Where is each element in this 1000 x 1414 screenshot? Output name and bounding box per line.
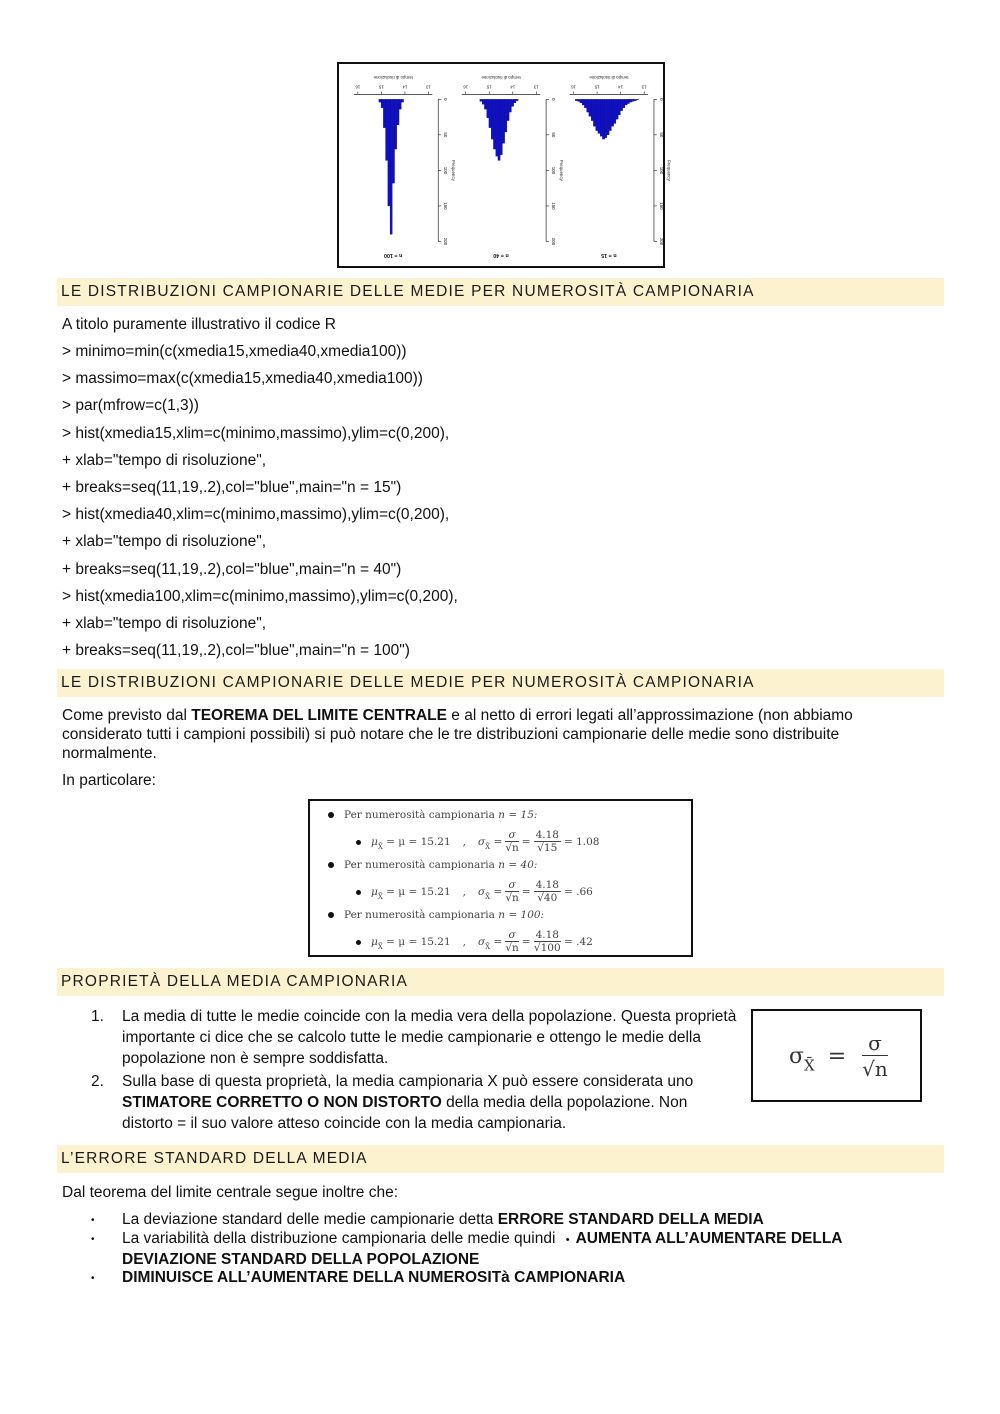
bullet-dot bbox=[356, 940, 361, 945]
histogram-bar bbox=[496, 99, 498, 156]
formula-result: = .42 bbox=[563, 936, 593, 948]
formula-n: n = 40: bbox=[498, 859, 538, 871]
histogram-bar bbox=[489, 99, 491, 127]
tlc-paragraph bbox=[62, 706, 932, 763]
x-tick-label: 13 bbox=[641, 84, 647, 90]
histogram-bar bbox=[598, 99, 600, 133]
histogram-bar bbox=[484, 99, 486, 109]
code-intro: A titolo puramente illustrativo il codice R bbox=[62, 316, 336, 333]
mu-eq: = μ = 15.21 bbox=[386, 836, 451, 848]
sigma-eq: = bbox=[493, 936, 503, 948]
histogram-bar bbox=[507, 99, 509, 120]
histogram-bar bbox=[627, 99, 629, 103]
histogram-bar bbox=[634, 99, 636, 100]
mu-symbol: μ bbox=[371, 936, 378, 948]
x-tick-label: 15 bbox=[378, 84, 384, 90]
formula-box bbox=[308, 799, 693, 957]
formula-result: = 1.08 bbox=[563, 836, 600, 848]
eq2: = bbox=[521, 936, 531, 948]
histogram-bar bbox=[609, 99, 611, 130]
bullet-3: • bbox=[91, 1273, 95, 1284]
code-line: > par(mfrow=c(1,3)) bbox=[62, 397, 199, 415]
y-axis-label: Frequency bbox=[558, 159, 564, 181]
histogram-bar bbox=[587, 99, 589, 112]
frac1-num: σ bbox=[505, 829, 518, 842]
y-tick-label: 150 bbox=[658, 202, 664, 210]
formula-item-equation bbox=[356, 829, 599, 855]
sigma-symbol: σ bbox=[478, 886, 486, 898]
histogram-bar bbox=[500, 99, 502, 154]
histogram-bar bbox=[383, 99, 385, 127]
mu-sub: X̄ bbox=[377, 893, 383, 901]
histogram-bar bbox=[502, 99, 504, 143]
y-tick-label: 200 bbox=[658, 237, 664, 246]
frac2-den: √40 bbox=[537, 892, 558, 904]
x-tick-label: 15 bbox=[486, 84, 492, 90]
tlc-bold: TEOREMA DEL LIMITE CENTRALE bbox=[191, 707, 447, 724]
x-tick-label: 15 bbox=[594, 84, 600, 90]
b1-bold: ERRORE STANDARD DELLA MEDIA bbox=[497, 1211, 764, 1228]
histogram-bar bbox=[593, 99, 595, 126]
histogram-bar bbox=[381, 99, 383, 108]
section-header-distribuzioni-2: LE DISTRIBUZIONI CAMPIONARIE DELLE MEDIE PER NUMEROSITÀ CAMPIONARIA bbox=[57, 669, 944, 697]
histogram-bar bbox=[632, 99, 634, 101]
formula-n: n = 100: bbox=[498, 909, 545, 921]
histogram-bar bbox=[629, 99, 631, 102]
errore-bullet-3 bbox=[122, 1268, 922, 1287]
frac2-den: √15 bbox=[537, 842, 558, 854]
histogram-bar bbox=[493, 99, 495, 149]
sigma-den: √n bbox=[862, 1057, 888, 1081]
b1-pre: La deviazione standard delle medie campionarie detta bbox=[122, 1211, 498, 1228]
sigma-sub: X̄ bbox=[804, 1056, 815, 1075]
y-tick-label: 0 bbox=[443, 98, 449, 101]
formula-label: Per numerosità campionaria bbox=[344, 859, 495, 871]
sigma-sub: X̄ bbox=[485, 843, 491, 851]
section-header-proprieta: PROPRIETÀ DELLA MEDIA CAMPIONARIA bbox=[57, 968, 944, 996]
formula-result: = .66 bbox=[563, 886, 593, 898]
histogram-bar bbox=[578, 99, 580, 101]
item2-bold: STIMATORE CORRETTO O NON DISTORTO bbox=[122, 1094, 442, 1111]
histogram-bar bbox=[616, 99, 618, 119]
separator: , bbox=[462, 886, 466, 898]
formula-item-equation bbox=[356, 879, 593, 905]
formula-item-equation bbox=[356, 929, 593, 955]
y-tick-label: 50 bbox=[658, 132, 664, 138]
b2-mark: • bbox=[565, 1234, 570, 1246]
sigma-sub: X̄ bbox=[485, 943, 491, 951]
y-axis-label: Frequency bbox=[666, 159, 672, 181]
sigma-eq: = bbox=[493, 836, 503, 848]
list-number-1: 1. bbox=[91, 1008, 104, 1025]
histogram-title: n = 15 bbox=[601, 252, 617, 259]
bullet-dot bbox=[356, 840, 361, 845]
x-tick-label: 16 bbox=[355, 84, 361, 90]
code-line: > hist(xmedia40,xlim=c(minimo,massimo),ylim=c(0,200), bbox=[62, 506, 450, 524]
histogram-bar bbox=[388, 99, 390, 206]
b2-bold: AUMENTA ALL’AUMENTARE DELLA DEVIAZIONE STANDARD DELLA POPOLAZIONE bbox=[122, 1230, 842, 1268]
sigma-formula-box bbox=[751, 1009, 922, 1102]
frac2-num: 4.18 bbox=[535, 829, 559, 841]
histogram-bar bbox=[636, 99, 638, 100]
code-line: > massimo=max(c(xmedia15,xmedia40,xmedia100)) bbox=[62, 370, 423, 388]
histogram-bar bbox=[386, 99, 388, 160]
x-axis-label: tempo di risoluzione bbox=[373, 74, 413, 80]
sigma-symbol: σ bbox=[478, 936, 486, 948]
histogram-bar bbox=[602, 99, 604, 139]
histogram-title: n = 40 bbox=[493, 252, 509, 259]
histogram-bar bbox=[625, 99, 627, 105]
x-tick-label: 16 bbox=[571, 84, 577, 90]
histogram-bar bbox=[516, 99, 518, 100]
formula-n: n = 15: bbox=[498, 809, 538, 821]
histogram-figure bbox=[337, 62, 672, 268]
x-axis-label: tempo di risoluzione bbox=[481, 74, 521, 80]
code-line: + xlab="tempo di risoluzione", bbox=[62, 533, 267, 551]
code-line: + breaks=seq(11,19,.2),col="blue",main="n = 100") bbox=[62, 642, 410, 660]
histogram-bar bbox=[487, 99, 489, 117]
histogram-bar bbox=[505, 99, 507, 132]
eq2: = bbox=[521, 836, 531, 848]
sigma-sub: X̄ bbox=[485, 893, 491, 901]
y-tick-label: 200 bbox=[550, 237, 556, 246]
mu-eq: = μ = 15.21 bbox=[386, 886, 451, 898]
frac1-num: σ bbox=[505, 879, 518, 892]
histogram-bar bbox=[611, 99, 613, 126]
histogram-bar bbox=[591, 99, 593, 120]
histogram-bar bbox=[607, 99, 609, 135]
histogram-bar bbox=[580, 99, 582, 103]
code-line: + breaks=seq(11,19,.2),col="blue",main="n = 15") bbox=[62, 479, 402, 496]
y-tick-label: 50 bbox=[550, 132, 556, 138]
x-tick-label: 13 bbox=[425, 84, 431, 90]
code-line: + xlab="tempo di risoluzione", bbox=[62, 451, 267, 469]
histogram-panel-n40 bbox=[462, 75, 564, 258]
frac2-num: 4.18 bbox=[535, 879, 559, 891]
sigma-symbol: σ bbox=[478, 836, 486, 848]
frac1-den: √n bbox=[505, 942, 519, 954]
y-tick-label: 150 bbox=[443, 202, 449, 210]
tlc-pre: Come previsto dal bbox=[62, 707, 192, 724]
y-tick-label: 200 bbox=[443, 237, 449, 246]
histogram-bar bbox=[482, 99, 484, 104]
histogram-bar bbox=[589, 99, 591, 116]
frac1-num: σ bbox=[505, 929, 518, 942]
histogram-bar bbox=[623, 99, 625, 108]
bullet-dot bbox=[328, 912, 334, 918]
histogram-svg bbox=[339, 64, 672, 266]
y-axis-label: Frequency bbox=[450, 159, 456, 181]
frac1-den: √n bbox=[505, 842, 519, 854]
histogram-bar bbox=[605, 99, 607, 137]
bullet-dot bbox=[356, 890, 361, 895]
histogram-bar bbox=[498, 99, 500, 160]
code-line: > hist(xmedia15,xlim=c(minimo,massimo),ylim=c(0,200), bbox=[62, 424, 450, 442]
sigma-eq: = bbox=[827, 1044, 847, 1069]
bullet-dot bbox=[328, 812, 334, 818]
errore-bullet-1 bbox=[122, 1210, 922, 1229]
frac1-den: √n bbox=[505, 892, 519, 904]
mu-sub: X̄ bbox=[377, 843, 383, 851]
histogram-bar bbox=[514, 99, 516, 103]
histogram-bar bbox=[582, 99, 584, 105]
list-number-2: 2. bbox=[91, 1073, 104, 1090]
histogram-bar bbox=[392, 99, 394, 183]
histogram-bar bbox=[575, 99, 577, 100]
histogram-bar bbox=[596, 99, 598, 130]
section-header-distribuzioni-1: LE DISTRIBUZIONI CAMPIONARIE DELLE MEDIE PER NUMEROSITÀ CAMPIONARIA bbox=[57, 278, 944, 306]
histogram-title: n = 100 bbox=[383, 252, 403, 259]
proprieta-item-2 bbox=[122, 1071, 742, 1134]
formula-item-label bbox=[328, 809, 537, 821]
b2-pre: La variabilità della distribuzione campionaria delle medie quindi bbox=[122, 1230, 560, 1247]
item2-pre: Sulla base di questa proprietà, la media campionaria X può essere considerata uno bbox=[122, 1073, 694, 1090]
histogram-bar bbox=[399, 99, 401, 109]
errore-intro: Dal teorema del limite centrale segue inoltre che: bbox=[62, 1184, 399, 1201]
x-tick-label: 14 bbox=[510, 84, 516, 90]
x-tick-label: 14 bbox=[618, 84, 624, 90]
formula-item-label bbox=[328, 859, 537, 871]
errore-bullet-2 bbox=[122, 1229, 922, 1269]
frac2-den: √100 bbox=[533, 942, 561, 954]
y-tick-label: 50 bbox=[443, 132, 449, 138]
code-line: > hist(xmedia100,xlim=c(minimo,massimo),ylim=c(0,200), bbox=[62, 587, 458, 605]
eq2: = bbox=[521, 886, 531, 898]
formula-label: Per numerosità campionaria bbox=[344, 909, 495, 921]
histogram-bar bbox=[395, 99, 397, 149]
sigma-lhs: σ bbox=[789, 1044, 805, 1069]
histogram-panel-n15 bbox=[570, 75, 672, 258]
b3-bold: DIMINUISCE ALL’AUMENTARE DELLA NUMEROSITà CAMPIONARIA bbox=[122, 1269, 626, 1286]
separator: , bbox=[462, 936, 466, 948]
x-tick-label: 13 bbox=[533, 84, 539, 90]
histogram-bar bbox=[509, 99, 511, 112]
y-tick-label: 0 bbox=[550, 98, 556, 101]
histogram-bar bbox=[620, 99, 622, 110]
histogram-bar bbox=[584, 99, 586, 108]
x-tick-label: 16 bbox=[463, 84, 469, 90]
bullet-1: • bbox=[91, 1215, 95, 1226]
section-header-errore-standard: L’ERRORE STANDARD DELLA MEDIA bbox=[57, 1145, 944, 1173]
mu-sub: X̄ bbox=[377, 943, 383, 951]
histogram-bar bbox=[379, 99, 381, 102]
histogram-bar bbox=[618, 99, 620, 115]
histogram-bar bbox=[401, 99, 403, 102]
mu-eq: = μ = 15.21 bbox=[386, 936, 451, 948]
y-tick-label: 150 bbox=[550, 202, 556, 210]
histogram-bar bbox=[480, 99, 482, 101]
histogram-bar bbox=[600, 99, 602, 136]
formula-label: Per numerosità campionaria bbox=[344, 809, 495, 821]
in-particolare: In particolare: bbox=[62, 772, 156, 789]
histogram-bar bbox=[491, 99, 493, 139]
sigma-eq: = bbox=[493, 886, 503, 898]
y-tick-label: 100 bbox=[443, 166, 449, 175]
item2-post: della media della popolazione. Non distorto = il suo valore atteso coincide con la media campionaria. bbox=[122, 1094, 688, 1132]
bullet-2: • bbox=[91, 1234, 95, 1245]
formula-item-label bbox=[328, 909, 544, 921]
sigma-num: σ bbox=[862, 1031, 888, 1056]
frac2-num: 4.18 bbox=[535, 929, 559, 941]
code-line: + xlab="tempo di risoluzione", bbox=[62, 615, 267, 632]
mu-symbol: μ bbox=[371, 886, 378, 898]
code-line: > minimo=min(c(xmedia15,xmedia40,xmedia100)) bbox=[62, 343, 407, 360]
code-line: + breaks=seq(11,19,.2),col="blue",main="n = 40") bbox=[62, 560, 402, 578]
y-tick-label: 100 bbox=[550, 166, 556, 175]
tlc-post: e al netto di errori legati all’approssimazione (non abbiamo considerato tutti i campioni possibili) si può notare che le tre distribuzioni campionarie delle medie sono distribuite normalmente. bbox=[62, 707, 853, 762]
mu-symbol: μ bbox=[371, 836, 378, 848]
histogram-bar bbox=[511, 99, 513, 106]
y-tick-label: 100 bbox=[658, 166, 664, 175]
histogram-bar bbox=[614, 99, 616, 123]
x-tick-label: 14 bbox=[402, 84, 408, 90]
bullet-dot bbox=[328, 862, 334, 868]
histogram-bar bbox=[390, 99, 392, 234]
histogram-panel-n100 bbox=[354, 75, 456, 258]
x-axis-label: tempo di risoluzione bbox=[589, 74, 629, 80]
y-tick-label: 0 bbox=[658, 98, 664, 101]
proprieta-item-1: La media di tutte le medie coincide con la media vera della popolazione. Questa proprietà importante ci dice che se calcolo tutte le medie campionarie e ottengo le medie della popolazione non è sempre soddisfatta. bbox=[122, 1008, 737, 1067]
histogram-bar bbox=[397, 99, 399, 125]
separator: , bbox=[462, 836, 466, 848]
